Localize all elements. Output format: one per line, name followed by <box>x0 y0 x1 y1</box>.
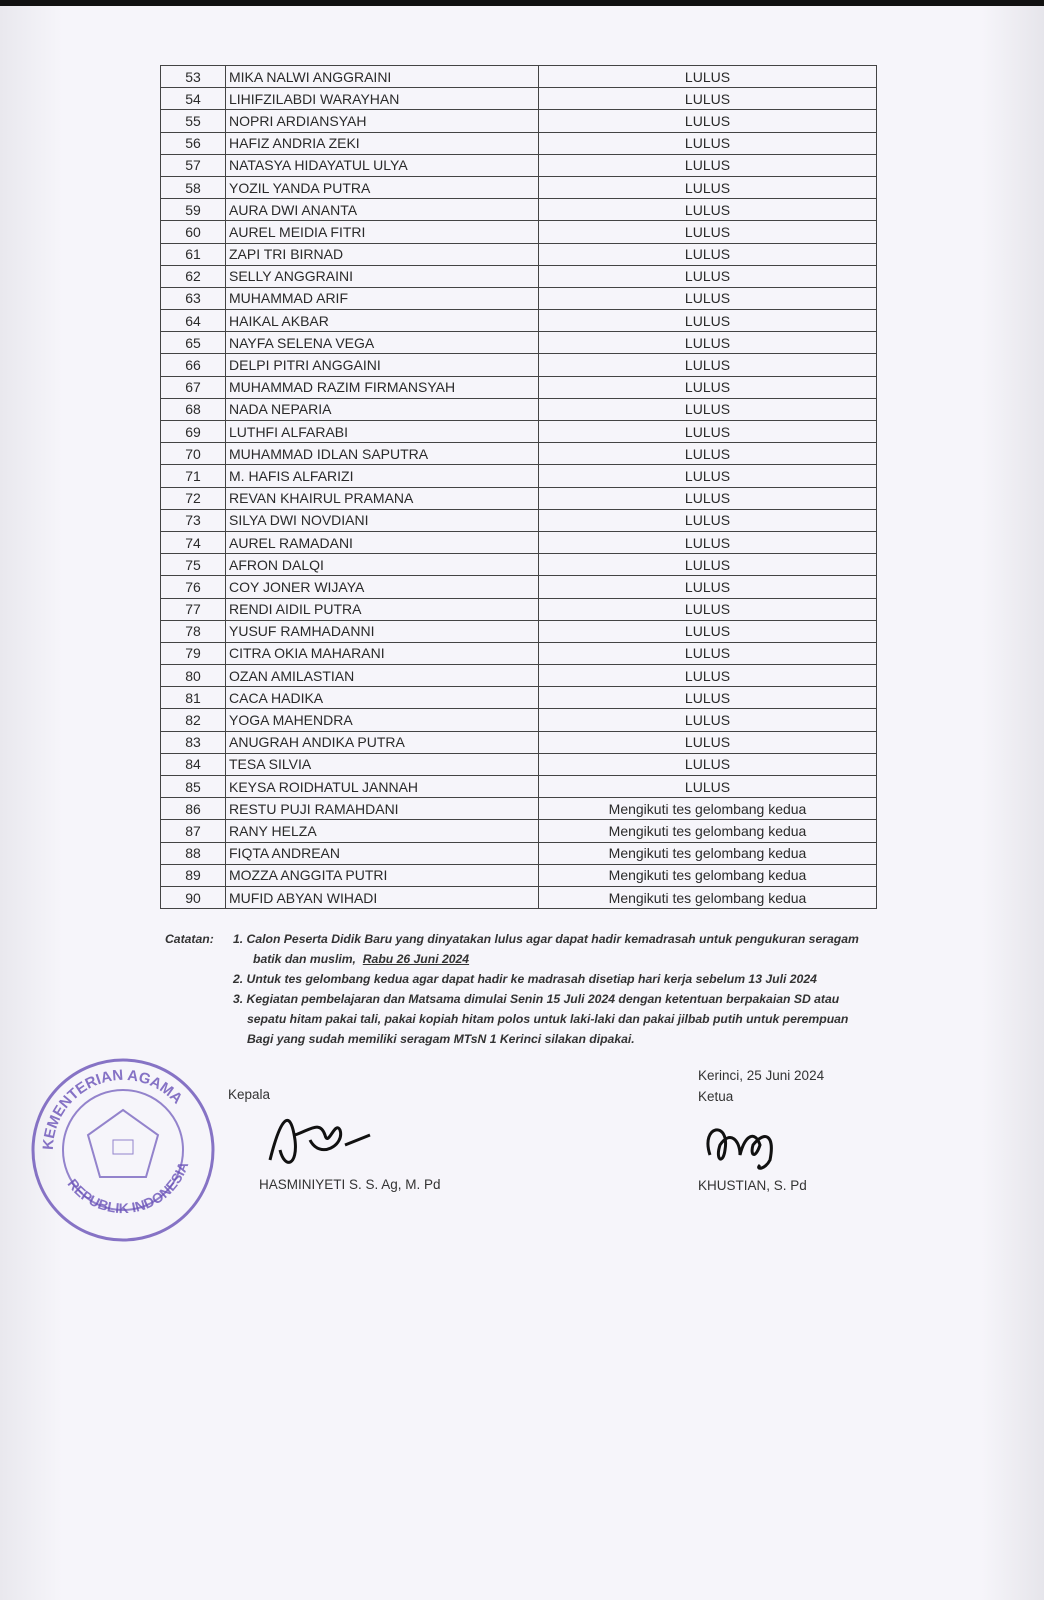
row-number: 54 <box>161 88 226 110</box>
row-number: 88 <box>161 842 226 864</box>
status: LULUS <box>539 221 877 243</box>
status: LULUS <box>539 154 877 176</box>
table-row <box>161 598 877 620</box>
table-row <box>161 731 877 753</box>
svg-text:REPUBLIK INDONESIA: REPUBLIK INDONESIA <box>64 1159 192 1217</box>
note-2: 2. Untuk tes gelombang kedua agar dapat hadir ke madrasah disetiap hari kerja sebelum 13 Juli 2024 <box>233 972 817 986</box>
student-name: REVAN KHAIRUL PRAMANA <box>226 487 539 509</box>
status: LULUS <box>539 709 877 731</box>
table-row <box>161 110 877 132</box>
row-number: 62 <box>161 265 226 287</box>
student-name: RENDI AIDIL PUTRA <box>226 598 539 620</box>
student-name: NATASYA HIDAYATUL ULYA <box>226 154 539 176</box>
table-row <box>161 354 877 376</box>
right-signer-role: Ketua <box>698 1089 734 1104</box>
table-row <box>161 820 877 842</box>
row-number: 66 <box>161 354 226 376</box>
note-1-date: Rabu 26 Juni 2024 <box>362 952 470 966</box>
right-signer-name: KHUSTIAN, S. Pd <box>698 1178 807 1193</box>
table-row <box>161 332 877 354</box>
row-number: 58 <box>161 176 226 198</box>
student-name: FIQTA ANDREAN <box>226 842 539 864</box>
status: LULUS <box>539 598 877 620</box>
status: LULUS <box>539 421 877 443</box>
student-name: AUREL MEIDIA FITRI <box>226 221 539 243</box>
status: LULUS <box>539 66 877 88</box>
student-name: HAFIZ ANDRIA ZEKI <box>226 132 539 154</box>
row-number: 83 <box>161 731 226 753</box>
student-name: M. HAFIS ALFARIZI <box>226 465 539 487</box>
left-signer-role: Kepala <box>228 1087 271 1102</box>
student-name: OZAN AMILASTIAN <box>226 665 539 687</box>
status: Mengikuti tes gelombang kedua <box>539 842 877 864</box>
student-name: SELLY ANGGRAINI <box>226 265 539 287</box>
status: LULUS <box>539 465 877 487</box>
table-row <box>161 886 877 908</box>
row-number: 61 <box>161 243 226 265</box>
status: LULUS <box>539 687 877 709</box>
table-row <box>161 509 877 531</box>
row-number: 53 <box>161 66 226 88</box>
status: LULUS <box>539 376 877 398</box>
row-number: 80 <box>161 665 226 687</box>
status: LULUS <box>539 332 877 354</box>
row-number: 84 <box>161 753 226 775</box>
table-row <box>161 620 877 642</box>
row-number: 81 <box>161 687 226 709</box>
table-row <box>161 531 877 553</box>
table-row <box>161 864 877 886</box>
table-row <box>161 753 877 775</box>
student-name: YUSUF RAMHADANNI <box>226 620 539 642</box>
row-number: 90 <box>161 886 226 908</box>
student-name: DELPI PITRI ANGGAINI <box>226 354 539 376</box>
left-signature <box>250 1100 380 1176</box>
status: LULUS <box>539 443 877 465</box>
table-row <box>161 398 877 420</box>
row-number: 77 <box>161 598 226 620</box>
row-number: 63 <box>161 287 226 309</box>
student-name: MUHAMMAD ARIF <box>226 287 539 309</box>
status: LULUS <box>539 753 877 775</box>
row-number: 67 <box>161 376 226 398</box>
table-row <box>161 310 877 332</box>
student-name: NOPRI ARDIANSYAH <box>226 110 539 132</box>
student-name: MUHAMMAD RAZIM FIRMANSYAH <box>226 376 539 398</box>
table-row <box>161 842 877 864</box>
table-row <box>161 465 877 487</box>
student-name: ZAPI TRI BIRNAD <box>226 243 539 265</box>
table-row <box>161 487 877 509</box>
official-stamp <box>28 1055 218 1245</box>
row-number: 85 <box>161 776 226 798</box>
student-name: YOZIL YANDA PUTRA <box>226 176 539 198</box>
student-name: RANY HELZA <box>226 820 539 842</box>
row-number: 72 <box>161 487 226 509</box>
status: LULUS <box>539 287 877 309</box>
table-row <box>161 554 877 576</box>
table-row <box>161 376 877 398</box>
status: LULUS <box>539 176 877 198</box>
status: LULUS <box>539 731 877 753</box>
table-row <box>161 132 877 154</box>
row-number: 82 <box>161 709 226 731</box>
status: LULUS <box>539 110 877 132</box>
status: LULUS <box>539 243 877 265</box>
status: LULUS <box>539 88 877 110</box>
row-number: 64 <box>161 310 226 332</box>
place-date: Kerinci, 25 Juni 2024 <box>698 1068 825 1083</box>
note-3-cont: sepatu hitam pakai tali, pakai kopiah hitam polos untuk laki-laki dan pakai jilbab putih untuk perempuan <box>247 1012 849 1026</box>
status: Mengikuti tes gelombang kedua <box>539 864 877 886</box>
table-row <box>161 443 877 465</box>
table-row <box>161 88 877 110</box>
svg-text:KEMENTERIAN AGAMA: KEMENTERIAN AGAMA <box>39 1066 186 1151</box>
status: LULUS <box>539 665 877 687</box>
table-row <box>161 154 877 176</box>
row-number: 57 <box>161 154 226 176</box>
status: LULUS <box>539 642 877 664</box>
status: LULUS <box>539 776 877 798</box>
student-name: KEYSA ROIDHATUL JANNAH <box>226 776 539 798</box>
student-name: TESA SILVIA <box>226 753 539 775</box>
status: Mengikuti tes gelombang kedua <box>539 798 877 820</box>
status: LULUS <box>539 487 877 509</box>
status: LULUS <box>539 310 877 332</box>
note-3-end: Bagi yang sudah memiliki seragam MTsN 1 Kerinci silakan dipakai. <box>247 1032 635 1046</box>
row-number: 65 <box>161 332 226 354</box>
row-number: 68 <box>161 398 226 420</box>
table-row <box>161 221 877 243</box>
table-row <box>161 687 877 709</box>
row-number: 70 <box>161 443 226 465</box>
table-row <box>161 798 877 820</box>
table-row <box>161 709 877 731</box>
student-name: AURA DWI ANANTA <box>226 199 539 221</box>
status: LULUS <box>539 199 877 221</box>
table-row <box>161 243 877 265</box>
left-signer-name: HASMINIYETI S. S. Ag, M. Pd <box>259 1177 441 1192</box>
status: LULUS <box>539 398 877 420</box>
row-number: 60 <box>161 221 226 243</box>
student-name: MIKA NALWI ANGGRAINI <box>226 66 539 88</box>
student-name: CITRA OKIA MAHARANI <box>226 642 539 664</box>
table-row <box>161 776 877 798</box>
student-name: ANUGRAH ANDIKA PUTRA <box>226 731 539 753</box>
status: LULUS <box>539 576 877 598</box>
row-number: 86 <box>161 798 226 820</box>
table-row <box>161 287 877 309</box>
status: LULUS <box>539 132 877 154</box>
row-number: 55 <box>161 110 226 132</box>
note-1: 1. Calon Peserta Didik Baru yang dinyatakan lulus agar dapat hadir kemadrasah untuk pengukuran seragam <box>233 932 859 946</box>
row-number: 89 <box>161 864 226 886</box>
note-1-cont <box>253 950 469 968</box>
results-table <box>160 65 877 909</box>
student-name: COY JONER WIJAYA <box>226 576 539 598</box>
row-number: 78 <box>161 620 226 642</box>
row-number: 73 <box>161 509 226 531</box>
row-number: 69 <box>161 421 226 443</box>
row-number: 59 <box>161 199 226 221</box>
student-name: LIHIFZILABDI WARAYHAN <box>226 88 539 110</box>
status: Mengikuti tes gelombang kedua <box>539 886 877 908</box>
status: Mengikuti tes gelombang kedua <box>539 820 877 842</box>
student-name: HAIKAL AKBAR <box>226 310 539 332</box>
row-number: 75 <box>161 554 226 576</box>
student-name: SILYA DWI NOVDIANI <box>226 509 539 531</box>
table-row <box>161 66 877 88</box>
notes-label: Catatan: <box>165 932 214 946</box>
row-number: 87 <box>161 820 226 842</box>
status: LULUS <box>539 531 877 553</box>
status: LULUS <box>539 265 877 287</box>
row-number: 79 <box>161 642 226 664</box>
status: LULUS <box>539 620 877 642</box>
table-row <box>161 265 877 287</box>
note-1-text: batik dan muslim, <box>253 952 356 966</box>
row-number: 71 <box>161 465 226 487</box>
status: LULUS <box>539 554 877 576</box>
student-name: AFRON DALQI <box>226 554 539 576</box>
row-number: 56 <box>161 132 226 154</box>
table-row <box>161 576 877 598</box>
student-name: NADA NEPARIA <box>226 398 539 420</box>
table-row <box>161 199 877 221</box>
student-name: MUHAMMAD IDLAN SAPUTRA <box>226 443 539 465</box>
status: LULUS <box>539 509 877 531</box>
table-row <box>161 642 877 664</box>
table-row <box>161 665 877 687</box>
row-number: 76 <box>161 576 226 598</box>
student-name: CACA HADIKA <box>226 687 539 709</box>
table-row <box>161 176 877 198</box>
status: LULUS <box>539 354 877 376</box>
student-name: AUREL RAMADANI <box>226 531 539 553</box>
student-name: YOGA MAHENDRA <box>226 709 539 731</box>
student-name: RESTU PUJI RAMAHDANI <box>226 798 539 820</box>
row-number: 74 <box>161 531 226 553</box>
student-name: NAYFA SELENA VEGA <box>226 332 539 354</box>
student-name: LUTHFI ALFARABI <box>226 421 539 443</box>
student-name: MOZZA ANGGITA PUTRI <box>226 864 539 886</box>
note-3: 3. Kegiatan pembelajaran dan Matsama dimulai Senin 15 Juli 2024 dengan ketentuan berpakaian SD atau <box>233 992 840 1006</box>
student-name: MUFID ABYAN WIHADI <box>226 886 539 908</box>
table-row <box>161 421 877 443</box>
right-signature <box>695 1115 795 1175</box>
